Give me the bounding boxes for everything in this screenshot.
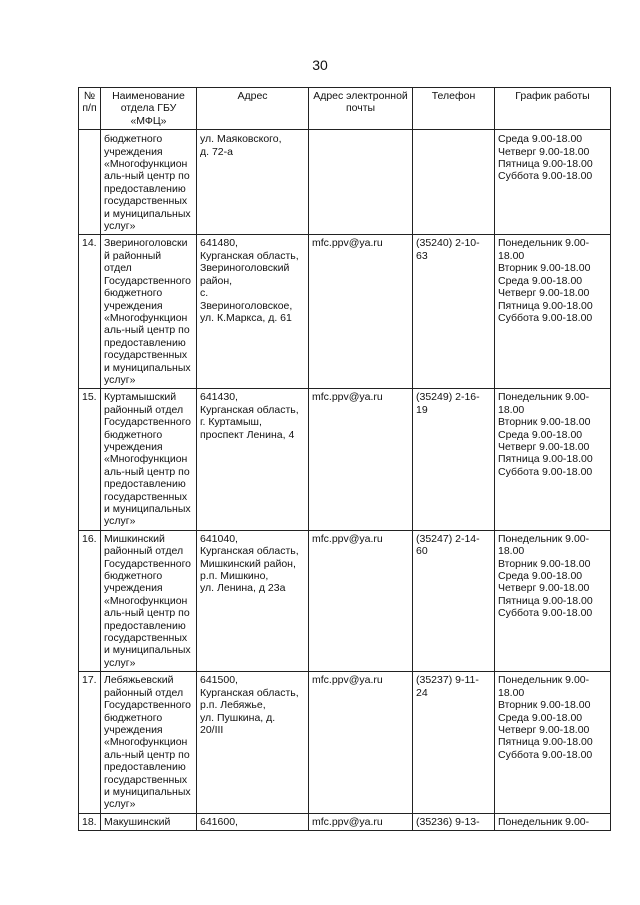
office-address: ул. Маяковского, д. 72-а: [197, 130, 309, 235]
table-row: [79, 530, 611, 671]
office-address: 641040, Курганская область, Мишкинский район, р.п. Мишкино, ул. Ленина, д 23а: [197, 530, 309, 671]
table-row: [79, 389, 611, 530]
header-schedule: График работы: [495, 88, 611, 130]
office-schedule: Понедельник 9.00- 18.00 Вторник 9.00-18.00 Среда 9.00-18.00 Четверг 9.00-18.00 Пятница 9.00-18.00 Суббота 9.00-18.00: [495, 672, 611, 813]
office-email: mfc.ppv@ya.ru: [309, 530, 413, 671]
office-email: mfc.ppv@ya.ru: [309, 672, 413, 813]
office-schedule: Понедельник 9.00- 18.00 Вторник 9.00-18.00 Среда 9.00-18.00 Четверг 9.00-18.00 Пятница 9.00-18.00 Суббота 9.00-18.00: [495, 235, 611, 389]
office-address: 641430, Курганская область, г. Куртамыш, проспект Ленина, 4: [197, 389, 309, 530]
office-email: mfc.ppv@ya.ru: [309, 813, 413, 830]
office-name: Макушинский: [101, 813, 197, 830]
office-schedule: Понедельник 9.00- 18.00 Вторник 9.00-18.00 Среда 9.00-18.00 Четверг 9.00-18.00 Пятница 9.00-18.00 Суббота 9.00-18.00: [495, 389, 611, 530]
header-number: № п/п: [79, 88, 101, 130]
office-phone: (35247) 2-14- 60: [413, 530, 495, 671]
table-row: [79, 672, 611, 813]
office-address: 641480, Курганская область, Звериноголовский район, с. Звериноголовское, ул. К.Маркса, д. 61: [197, 235, 309, 389]
mfc-offices-table: [78, 87, 611, 831]
row-number: 17.: [79, 672, 101, 813]
row-number: 14.: [79, 235, 101, 389]
office-name: Лебяжьевский районный отдел Государственного бюджетного учреждения «Многофункцион аль-ный центр по предоставлению государственных и муниципальных услуг»: [101, 672, 197, 813]
table-row: [79, 130, 611, 235]
office-schedule: Среда 9.00-18.00 Четверг 9.00-18.00 Пятница 9.00-18.00 Суббота 9.00-18.00: [495, 130, 611, 235]
table-row: [79, 235, 611, 389]
header-phone: Телефон: [413, 88, 495, 130]
office-email: mfc.ppv@ya.ru: [309, 389, 413, 530]
row-number: 15.: [79, 389, 101, 530]
office-name: Куртамышский районный отдел Государственного бюджетного учреждения «Многофункцион аль-ный центр по предоставлению государственных и муниципальных услуг»: [101, 389, 197, 530]
office-email: mfc.ppv@ya.ru: [309, 235, 413, 389]
page-number: 30: [312, 57, 328, 73]
header-name: Наименование отдела ГБУ «МФЦ»: [101, 88, 197, 130]
office-phone: (35236) 9-13-: [413, 813, 495, 830]
office-schedule: Понедельник 9.00- 18.00 Вторник 9.00-18.00 Среда 9.00-18.00 Четверг 9.00-18.00 Пятница 9.00-18.00 Суббота 9.00-18.00: [495, 530, 611, 671]
office-phone: (35249) 2-16- 19: [413, 389, 495, 530]
office-address: 641500, Курганская область, р.п. Лебяжье, ул. Пушкина, д. 20/III: [197, 672, 309, 813]
office-address: 641600,: [197, 813, 309, 830]
office-phone: (35240) 2-10- 63: [413, 235, 495, 389]
office-schedule: Понедельник 9.00-: [495, 813, 611, 830]
office-phone: [413, 130, 495, 235]
office-name: Мишкинский районный отдел Государственного бюджетного учреждения «Многофункцион аль-ный центр по предоставлению государственных и муниципальных услуг»: [101, 530, 197, 671]
table-row: [79, 813, 611, 830]
header-address: Адрес: [197, 88, 309, 130]
table-header-row: [79, 88, 611, 130]
row-number: 16.: [79, 530, 101, 671]
office-name: Звериноголовски й районный отдел Государственного бюджетного учреждения «Многофункцион аль-ный центр по предоставлению государственных и муниципальных услуг»: [101, 235, 197, 389]
row-number: [79, 130, 101, 235]
row-number: 18.: [79, 813, 101, 830]
office-email: [309, 130, 413, 235]
office-phone: (35237) 9-11- 24: [413, 672, 495, 813]
office-name: бюджетного учреждения «Многофункцион аль-ный центр по предоставлению государственных и муниципальных услуг»: [101, 130, 197, 235]
header-email: Адрес электронной почты: [309, 88, 413, 130]
